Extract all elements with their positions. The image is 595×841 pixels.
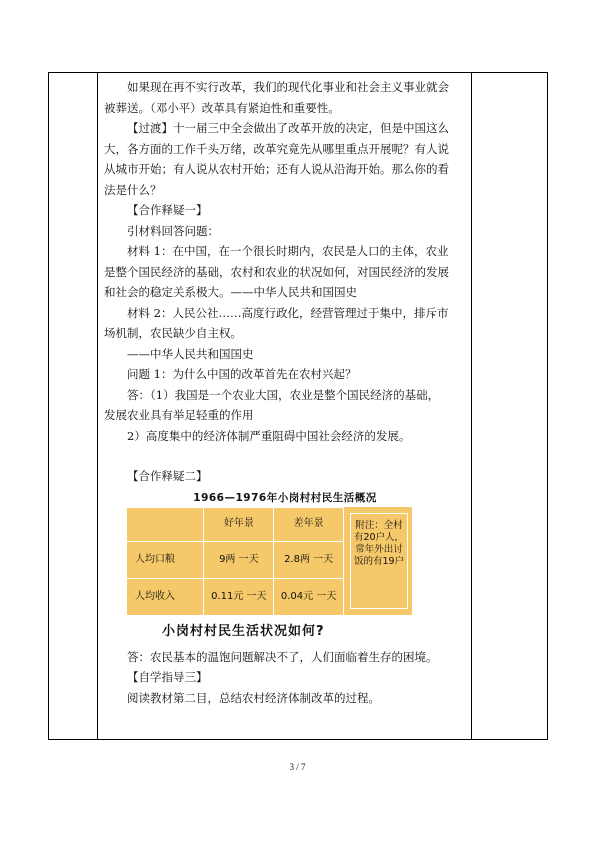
answer-1-line: 2）高度集中的经济体制严重阻碍中国社会经济的发展。	[127, 428, 411, 443]
reading-instruction: 阅读教材第二目，总结农村经济体制改革的过程。	[127, 690, 380, 705]
figure-caption: 小岗村村民生活状况如何?	[162, 623, 325, 639]
material-1-line: 和社会的稳定关系极大。——中华人民共和国国史	[104, 285, 357, 299]
material-1-line: 材料 1：在中国，在一个很长时期内，农民是人口的主体，农业	[127, 244, 449, 258]
table-row	[127, 578, 344, 615]
income-good-year: 0.11元 一天	[204, 578, 274, 615]
income-bad-year: 0.04元 一天	[274, 578, 344, 615]
spacer	[104, 446, 466, 466]
material-1-line: 是整个国民经济的基础，农村和农业的状况如何，对国民经济的发展	[104, 264, 449, 279]
material-2-source: ——中华人民共和国国史	[127, 346, 254, 361]
paragraph-line: 被葬送。（邓小平）改革具有紧迫性和重要性。	[104, 100, 340, 115]
table-column-divider-right	[471, 73, 472, 739]
lesson-content	[104, 77, 466, 708]
section-heading-1: 【合作释疑一】	[127, 203, 208, 217]
page-number: 3 / 7	[289, 762, 306, 772]
row-label-grain: 人均口粮	[127, 541, 204, 578]
living-conditions-table	[126, 507, 344, 616]
grain-good-year: 9两 一天	[204, 541, 274, 578]
material-2-line: 场机制，农民缺少自主权。	[104, 326, 242, 340]
question-1: 问题 1：为什么中国的改革首先在农村兴起？	[127, 367, 357, 381]
column-header-bad-year: 差年景	[274, 507, 344, 541]
instruction-line: 引材料回答问题：	[127, 223, 219, 238]
grain-bad-year: 2.8两 一天	[274, 541, 344, 578]
table-column-divider-left	[97, 73, 98, 739]
table-corner-cell	[127, 507, 204, 541]
table-row	[127, 541, 344, 578]
paragraph-line: 如果现在再不实行改革，我们的现代化事业和社会主义事业就会	[127, 80, 449, 94]
column-header-good-year: 好年景	[204, 507, 274, 541]
figure-title: 1966—1976年小岗村村民生活概况	[193, 491, 377, 504]
transition-line: 【过渡】十一届三中全会做出了改革开放的决定，但是中国这么	[127, 121, 449, 135]
transition-line: 大，各方面的工作千头万绪，改革究竟先从哪里重点开展呢？有人说	[104, 141, 449, 156]
row-label-income: 人均收入	[127, 578, 204, 615]
material-2-line: 材料 2：人民公社……高度行政化，经营管理过于集中，排斥市	[127, 305, 449, 320]
xiaogang-life-figure	[126, 507, 412, 615]
section-heading-2: 【合作释疑二】	[127, 469, 208, 483]
section-heading-3: 【自学指导三】	[127, 670, 208, 684]
table-header-row	[127, 507, 344, 541]
answer-1-line: 答：（1）我国是一个农业大国，农业是整个国民经济的基础，	[127, 387, 440, 402]
figure-note: 附注：全村有20户人，常年外出讨饭的有19户	[350, 513, 408, 609]
transition-line: 从城市开始；有人说从农村开始；还有人说从沿海开始。那么你的看	[104, 162, 449, 176]
transition-line: 法是什么？	[104, 182, 162, 197]
answer-2: 答：农民基本的温饱问题解决不了，人们面临着生存的困境。	[127, 649, 438, 664]
answer-1-line: 发展农业具有举足轻重的作用	[104, 408, 254, 422]
